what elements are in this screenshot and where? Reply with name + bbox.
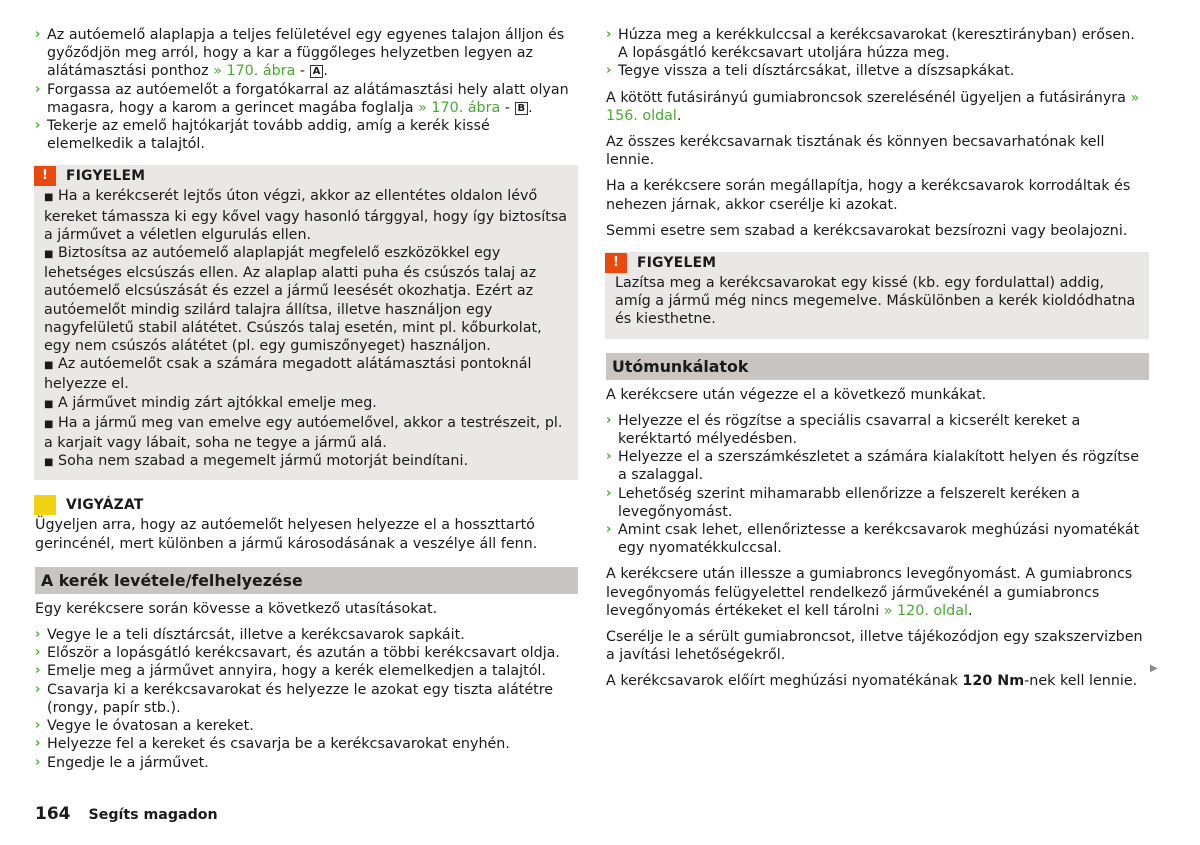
chevron-right-icon: › — [35, 663, 41, 679]
page-link[interactable]: » 156. oldal — [606, 89, 1140, 124]
square-bullet-icon: ■ — [44, 360, 54, 372]
figure-label-a: A — [310, 65, 324, 78]
paragraph: A kötött futásirányú gumiabroncsok szerelésénél ügyeljen a futásirányra » 156. oldal. — [606, 89, 1140, 124]
list-item: › Helyezze el a szerszámkészletet a számára kialakított helyen és rögzítse a szalaggal. — [606, 449, 1140, 484]
paragraph: A kerékcsavarok előírt meghúzási nyomatékának 120 Nm-nek kell lennie. — [606, 673, 1138, 690]
caution-header — [34, 494, 578, 516]
square-bullet-icon: ■ — [44, 192, 54, 204]
square-bullet-icon: ■ — [44, 418, 54, 430]
chevron-right-icon: › — [35, 736, 41, 752]
section-title: Utómunkálatok — [606, 353, 1149, 380]
square-bullet-icon: ■ — [44, 249, 54, 261]
figure-link[interactable]: » 170. ábra — [418, 99, 501, 116]
list-item: › Az autóemelő alaplapja a teljes felületével egy egyenes talajon álljon és győződjön meg arról, hogy a kar a függőleges helyzetben legyen az alátámasztási ponthoz » 170. ábra - A . — [35, 27, 565, 80]
chevron-right-icon: › — [35, 27, 41, 42]
list-item: › Emelje meg a járművet annyira, hogy a kerék elemelkedjen a talajtól. — [35, 663, 546, 680]
figure-label-b: B — [515, 102, 529, 115]
list-item: › Engedje le a járművet. — [35, 754, 209, 771]
square-bullet-icon: ■ — [44, 457, 54, 469]
list-item: › Csavarja ki a kerékcsavarokat és helyezze le azokat egy tiszta alátétre (rongy, papír stb.). — [35, 681, 554, 716]
chevron-right-icon: › — [606, 485, 612, 501]
chevron-right-icon: › — [35, 118, 41, 134]
list-item: › Először a lopásgátló kerékcsavart, és azután a többi kerékcsavart oldja. — [35, 645, 560, 662]
warning-box — [605, 252, 1149, 339]
list-item: › Vegye le óvatosan a kereket. — [35, 718, 254, 735]
right-column — [606, 26, 1149, 699]
section-intro: Egy kerékcsere során kövesse a következő utasításokat. — [35, 600, 438, 617]
left-column — [35, 26, 578, 772]
list-item: › Forgassa az autóemelőt a forgatókarral az alátámasztási hely alatt olyan magasra, hogy a karom a gerincet magába foglalja » 170. ábra - B . — [35, 81, 569, 116]
caution-title: VIGYÁZAT — [66, 497, 144, 514]
caution-icon: ! — [34, 495, 56, 515]
chevron-right-icon: › — [606, 522, 612, 538]
list-item: › Lehetőség szerint mihamarabb ellenőrizze a felszerelt keréken a levegőnyomást. — [606, 485, 1080, 520]
square-bullet-icon: ■ — [44, 398, 54, 410]
list-item: › Helyezze fel a kereket és csavarja be a kerékcsavarokat enyhén. — [35, 736, 510, 753]
chevron-right-icon: › — [606, 412, 612, 428]
chevron-right-icon: › — [606, 27, 612, 42]
paragraph: Az összes kerékcsavarnak tisztának és könnyen becsavarhatónak kell lennie. — [606, 134, 1105, 169]
warning-text: Lazítsa meg a kerékcsavarokat egy kissé (kb. egy fordulattal) addig, amíg a jármű még nincs megemelve. Máskülönben a kerék kioldódhatna és kiesthetne. — [615, 275, 1136, 328]
chevron-right-icon: › — [35, 645, 41, 661]
chevron-right-icon: › — [606, 63, 612, 79]
warning-icon: ! — [605, 253, 627, 273]
list-item: › Vegye le a teli dísztárcsát, illetve a kerékcsavarok sapkáit. — [35, 627, 465, 644]
warning-title: FIGYELEM — [637, 254, 717, 271]
chapter-title: Segíts magadon — [88, 807, 218, 823]
warning-icon: ! — [34, 166, 56, 186]
chevron-right-icon: › — [35, 754, 41, 770]
paragraph: Cserélje le a sérült gumiabroncsot, illetve tájékozódjon egy szakszervizben a javítási lehetőségekről. — [606, 629, 1143, 664]
paragraph: Semmi esetre sem szabad a kerékcsavarokat bezsírozni vagy beolajozni. — [606, 222, 1128, 239]
paragraph: Ha a kerékcsere során megállapítja, hogy a kerékcsavarok korrodáltak és nehezen járnak, akkor cserélje ki azokat. — [606, 178, 1131, 213]
section-intro: A kerékcsere után végezze el a következő munkákat. — [606, 386, 987, 403]
continue-arrow-icon: ▶ — [1150, 663, 1158, 674]
list-item: › Tekerje az emelő hajtókarját tovább addig, amíg a kerék kissé elemelkedik a talajtól. — [35, 118, 490, 153]
chevron-right-icon: › — [35, 718, 41, 734]
list-item: › Tegye vissza a teli dísztárcsákat, illetve a díszsapkákat. — [606, 63, 1015, 80]
chevron-right-icon: › — [35, 81, 41, 97]
list-item: › Helyezze el és rögzítse a speciális csavarral a kicserélt kereket a keréktartó mélyedésben. — [606, 412, 1081, 448]
list-item: › Húzza meg a kerékkulccsal a kerékcsavarokat (keresztirányban) erősen. A lopásgátló kerékcsavart utoljára húzza meg. — [606, 27, 1135, 62]
chevron-right-icon: › — [606, 449, 612, 465]
warning-title: FIGYELEM — [66, 168, 146, 185]
section-title: A kerék levétele/felhelyezése — [35, 567, 578, 594]
figure-link[interactable]: » 170. ábra — [213, 63, 296, 80]
chevron-right-icon: › — [35, 681, 41, 697]
page-link[interactable]: » 120. oldal — [883, 602, 968, 619]
page-number: 164 — [35, 804, 71, 824]
list-item: › Amint csak lehet, ellenőriztesse a kerékcsavarok meghúzási nyomatékát egy nyomatékkulccsal. — [606, 522, 1140, 557]
warning-box: ! FIGYELEM ■ Ha a kerékcserét lejtős úton végzi, akkor az ellentétes oldalon lévő kereket támassza ki egy kővel vagy hasonló tárggyal, hogy így biztosítsa a járművet a véletlen elgurulás ellen. ■ Biztosítsa az autóemelő alaplapját megfelelő eszközökkel egy lehetséges elcsúszás ellen. Az alaplap alatti puha és csúszós talaj az autóemelő elcsúszását és ezzel a jármű leesését okozhatja. Ezért az autóemelőt mindig szilárd talajra állítsa, illetve használjon egy nagyfelületű stabil alátétet. Csúszós talaj esetén, mint pl. kőburkolat, egy nem csúszós alátétet (pl. egy gumiszőnyeget) használjon. ■ Az autóemelőt csak a számára megadott alátámasztási pontoknál helyezze el. ■ A járművet mindig zárt ajtókkal emelje meg. ■ Ha a jármű meg van emelve egy autóemelővel, akkor a testrészeit, pl. a karjait vagy lábait, soha ne tegye a jármű alá. ■ Soha nem szabad a megemelt jármű motorját beindítani. — [34, 165, 578, 480]
paragraph: A kerékcsere után illessze a gumiabroncs levegőnyomást. A gumiabroncs levegőnyomás felügyelettel rendelkező járművekénél a gumiabroncs levegőnyomás értékeket el kell tárolni » 120. oldal. — [606, 566, 1133, 619]
caution-text: Ügyeljen arra, hogy az autóemelőt helyesen helyezze el a hosszttartó gerincénél, mert különben a jármű károsodásának a veszélye áll fenn. — [35, 517, 538, 552]
chevron-right-icon: › — [35, 627, 41, 643]
page-footer — [35, 804, 218, 824]
